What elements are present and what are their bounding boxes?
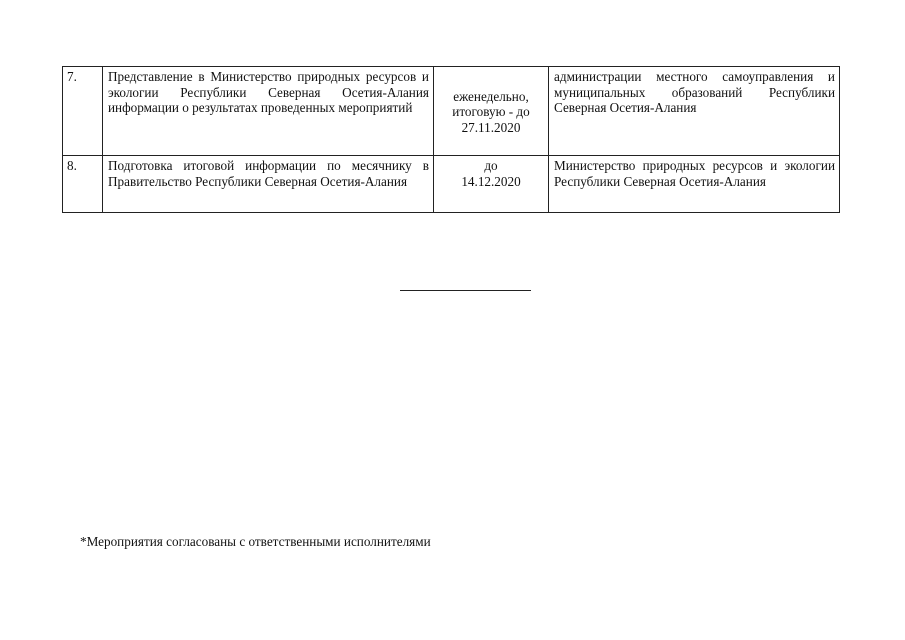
deadline-cell — [434, 67, 549, 156]
deadline-line: итоговую - до — [452, 104, 530, 120]
measure-description: Представление в Министерство природных ресурсов и экологии Республики Северная Осетия-Алания информации о результатах проведенных мероприятий — [103, 67, 434, 156]
deadline-line: 27.11.2020 — [461, 119, 521, 135]
table-row — [63, 156, 840, 213]
footnote: *Мероприятия согласованы с ответственными исполнителями — [80, 534, 431, 549]
deadline-cell — [434, 156, 549, 213]
deadline-line: еженедельно, — [453, 88, 529, 104]
deadline-line: 14.12.2020 — [461, 173, 521, 189]
executor-cell: Министерство природных ресурсов и экологии Республики Северная Осетия-Алания — [549, 156, 840, 213]
measure-description: Подготовка итоговой информации по месячнику в Правительство Республики Северная Осетия-Алания — [103, 156, 434, 213]
row-number: 7. — [63, 67, 103, 156]
end-separator-line — [400, 290, 531, 291]
measures-table — [62, 66, 840, 213]
table-row — [63, 67, 840, 156]
row-number: 8. — [63, 156, 103, 213]
deadline-line: до — [484, 158, 498, 173]
executor-cell: администрации местного самоуправления и муниципальных образований Республики Северная Осетия-Алания — [549, 67, 840, 156]
